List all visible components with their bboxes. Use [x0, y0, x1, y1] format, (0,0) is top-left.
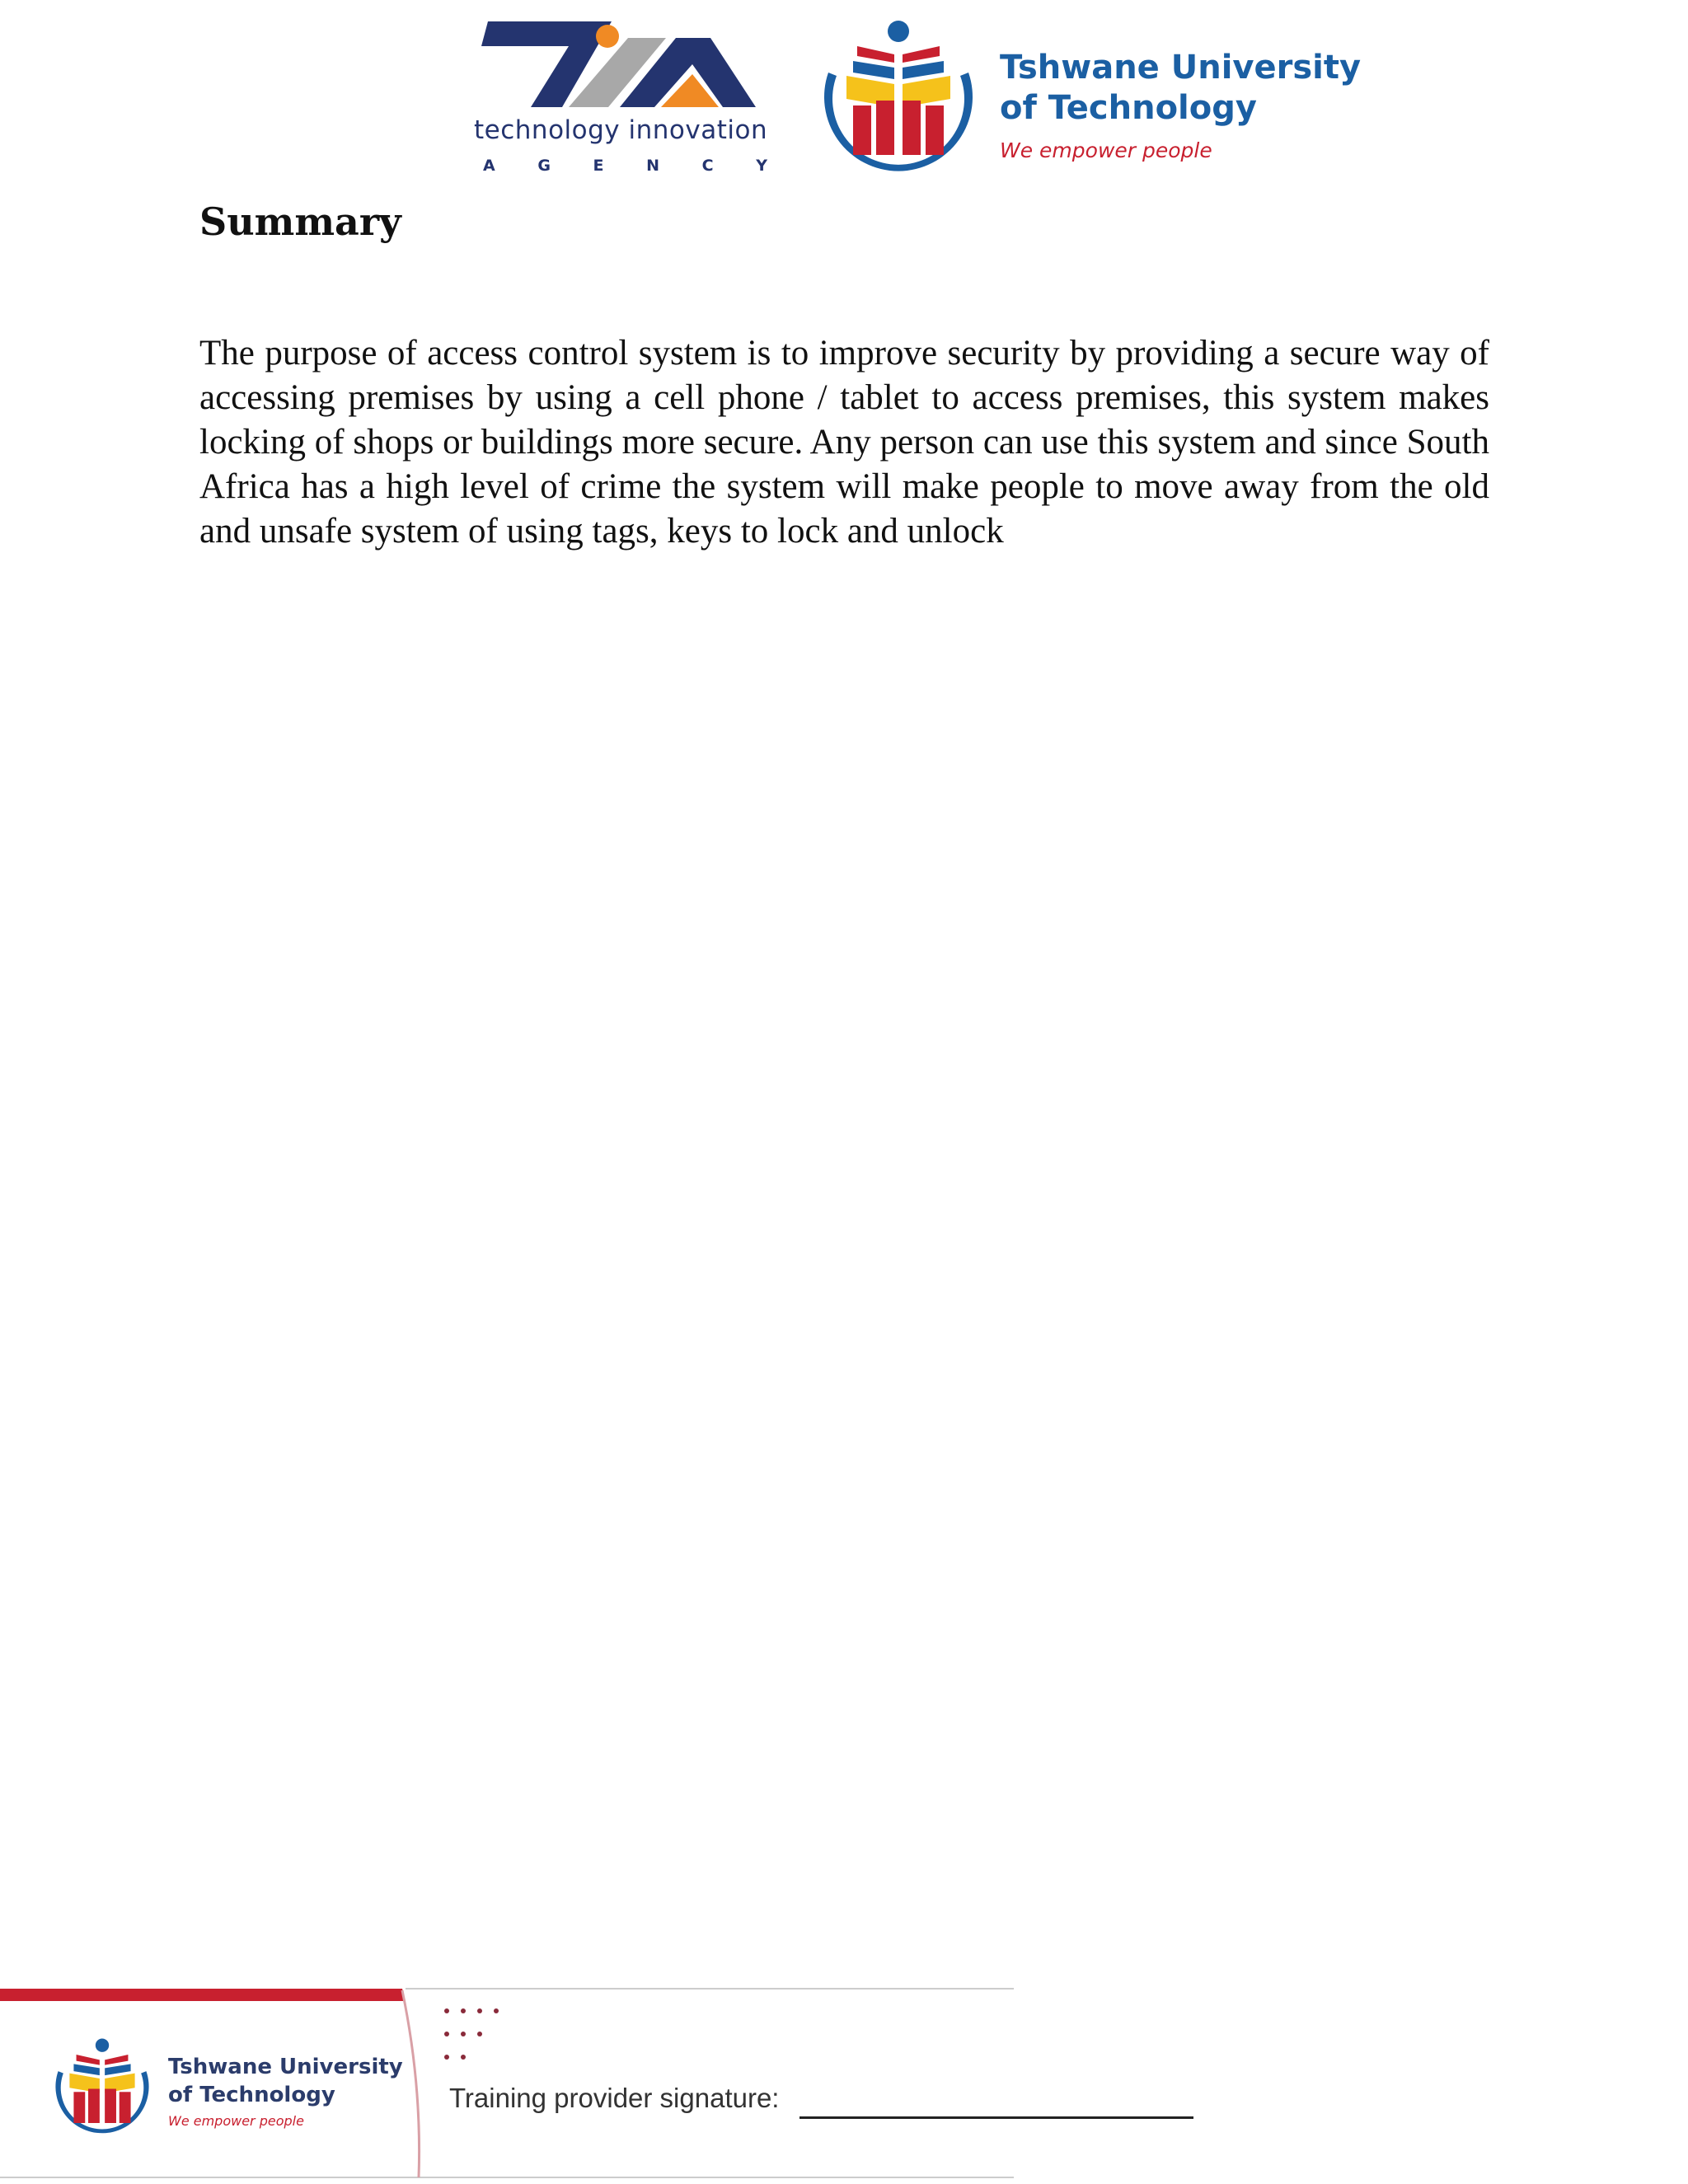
- tut-emblem-icon: [812, 15, 985, 180]
- tut-logo-name-line-2: of Technology: [1000, 89, 1257, 127]
- tia-agency-letter: N: [646, 157, 660, 175]
- tia-agency-letter: Y: [756, 157, 767, 175]
- tia-agency-letter: G: [537, 157, 551, 175]
- signature-label: Training provider signature:: [449, 2083, 780, 2113]
- signature-line: [799, 2116, 1193, 2119]
- tut-logo-name-line-1: Tshwane University: [1000, 49, 1362, 87]
- tut-logo-slogan: We empower people: [1000, 138, 1212, 162]
- footer-tut-name-line-2: of Technology: [168, 2083, 335, 2107]
- tia-logo-agency: [483, 157, 767, 175]
- tia-agency-letter: E: [593, 157, 604, 175]
- footer-tut-emblem-icon: [48, 2034, 157, 2139]
- footer-tut-slogan: We empower people: [168, 2113, 304, 2129]
- tia-logo-name: technology innovation: [474, 115, 768, 145]
- tia-agency-letter: C: [701, 157, 714, 175]
- tia-agency-letter: A: [483, 157, 495, 175]
- footer-tut-name-line-1: Tshwane University: [168, 2055, 403, 2079]
- summary-paragraph: The purpose of access control system is to improve security by providing a secure way of accessing premises by using a cell phone / tablet to access premises, this system makes locking of shops or buildings more secure. Any person can use this system and since South Africa has a high level of crime the system will make people to move away from the old and unsafe system of using tags, keys to lock and unlock: [199, 334, 1489, 551]
- section-heading: Summary: [199, 199, 401, 244]
